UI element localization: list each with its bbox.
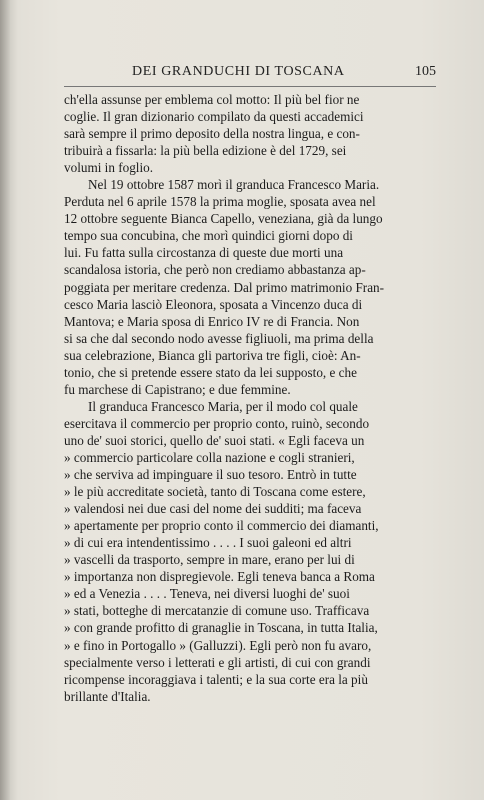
text-line: scandalosa istoria, che però non crediamo abbastanza ap- <box>64 262 366 278</box>
text-line: specialmente verso i letterati e gli artisti, di cui con grandi <box>64 654 371 670</box>
text-line: » e fino in Portogallo » (Galluzzi). Egli però non fu avaro, <box>64 637 372 653</box>
text-line: » con grande profitto di granaglie in Toscana, in tutta Italia, <box>64 620 378 636</box>
text-line: tribuirà a fissarla: la più bella edizione è del 1729, sei <box>64 143 347 159</box>
text-line: » di cui era intendentissimo . . . . I suoi galeoni ed altri <box>64 535 352 551</box>
header-rule <box>64 86 436 87</box>
running-title: DEI GRANDUCHI DI TOSCANA <box>132 64 345 79</box>
text-line: cesco Maria lasciò Eleonora, sposata a Vincenzo duca di <box>64 296 363 312</box>
text-line: » vascelli da trasporto, sempre in mare, erano per lui di <box>64 552 355 568</box>
text-line: » valendosi nei due casi del nome dei sudditi; ma faceva <box>64 501 362 517</box>
text-line: tempo sua concubina, che morì quindici giorni dopo di <box>64 228 353 244</box>
text-line: » che serviva ad impinguare il suo tesoro. Entrò in tutte <box>64 467 357 483</box>
text-line: » stati, botteghe di mercatanzie di comune uso. Trafficava <box>64 603 370 619</box>
text-line: » ed a Venezia . . . . Teneva, nei diversi luoghi de' suoi <box>64 586 350 602</box>
text-line: tonio, che si pretende essere stato da lei supposto, e che <box>64 364 357 380</box>
text-line: 12 ottobre seguente Bianca Capello, veneziana, già da lungo <box>64 211 383 227</box>
text-line: poggiata per meritare credenza. Dal primo matrimonio Fran- <box>64 279 385 295</box>
text-line: sarà sempre il primo deposito della nostra lingua, e con- <box>64 126 360 142</box>
text-line: brillante d'Italia. <box>64 688 151 704</box>
page-header <box>72 64 436 84</box>
text-line: Perduta nel 6 aprile 1578 la prima moglie, sposata avea nel <box>64 194 376 210</box>
text-line: Mantova; e Maria sposa di Enrico IV re di Francia. Non <box>64 313 360 329</box>
text-line: lui. Fu fatta sulla circostanza di queste due morti una <box>64 245 344 261</box>
text-line: sua celebrazione, Bianca gli partoriva tre figli, cioè: An- <box>64 347 361 363</box>
text-line: ricompense incoraggiava i talenti; e la sua corte era la più <box>64 671 368 687</box>
body-text <box>64 91 416 705</box>
text-line: ch'ella assunse per emblema col motto: Il più bel fior ne <box>64 92 360 107</box>
text-line: esercitava il commercio per proprio conto, ruinò, secondo <box>64 415 370 431</box>
text-line: fu marchese di Capistrano; e due femmine. <box>64 381 291 397</box>
text-line: » importanza non dispregievole. Egli teneva banca a Roma <box>64 569 375 585</box>
page-spine-shadow <box>0 0 10 800</box>
paragraph-start-line: Il granduca Francesco Maria, per il modo col quale <box>88 398 358 414</box>
text-line: coglie. Il gran dizionario compilato da questi accademici <box>64 109 364 125</box>
text-line: » commercio particolare colla nazione e cogli stranieri, <box>64 449 355 465</box>
text-line: volumi in foglio. <box>64 160 154 176</box>
paragraph-start-line: Nel 19 ottobre 1587 morì il granduca Francesco Maria. <box>88 177 380 193</box>
page-number: 105 <box>415 64 436 79</box>
text-line: » le più accreditate società, tanto di Toscana come estere, <box>64 484 366 500</box>
text-line: si sa che dal secondo nodo avesse figliuoli, ma prima della <box>64 330 374 346</box>
text-line: uno de' suoi storici, quello de' suoi stati. « Egli faceva un <box>64 432 365 448</box>
text-line: » apertamente per proprio conto il commercio dei diamanti, <box>64 518 379 534</box>
